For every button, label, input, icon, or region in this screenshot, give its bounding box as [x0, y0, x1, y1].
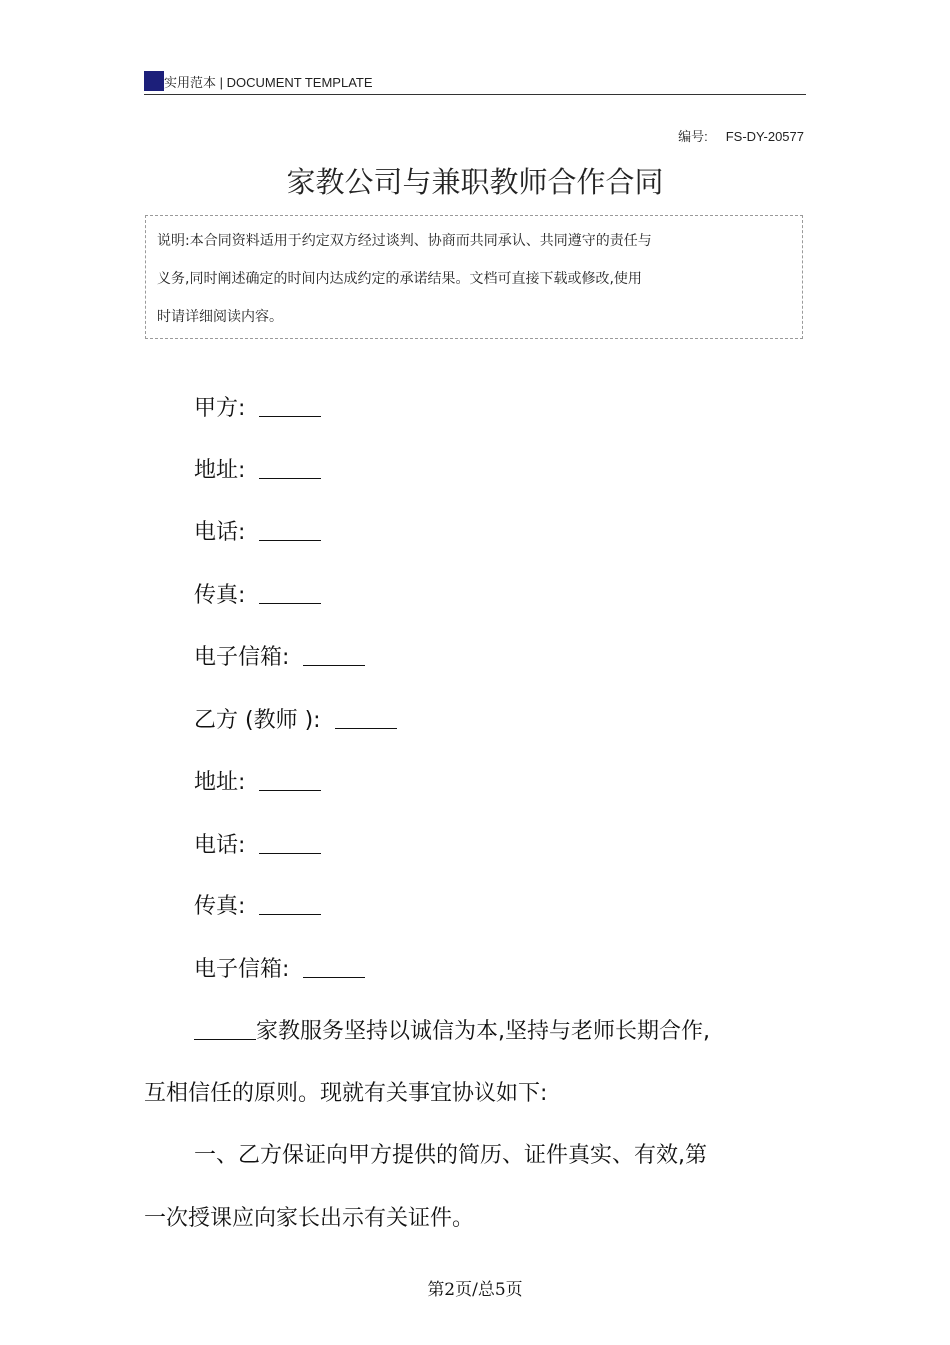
field-label: 电话:	[194, 833, 246, 858]
paragraph-text: 家教服务坚持以诚信为本,坚持与老师长期合作,	[256, 1019, 710, 1044]
fill-in-blank[interactable]	[303, 975, 365, 978]
document-title: 家教公司与兼职教师合作合同	[286, 165, 664, 199]
field-label: 传真:	[194, 583, 246, 608]
intro-paragraph-line1	[194, 1014, 710, 1045]
party-b-name-field	[194, 703, 397, 734]
fill-in-blank[interactable]	[259, 414, 321, 417]
fill-in-blank[interactable]	[335, 726, 397, 729]
party-b-email-field	[194, 952, 365, 983]
clause-1-line2: 一次授课应向家长出示有关证件。	[144, 1206, 475, 1231]
field-label: 电话:	[194, 520, 246, 545]
party-a-name-field	[194, 391, 321, 422]
fill-in-blank[interactable]	[259, 601, 321, 604]
field-label: 电子信箱:	[194, 645, 290, 670]
field-label: 甲方:	[194, 396, 246, 421]
party-a-fax-field	[194, 578, 321, 609]
note-line: 说明:本合同资料适用于约定双方经过谈判、协商而共同承认、共同遵守的责任与	[157, 233, 652, 249]
brand-square-icon	[144, 71, 164, 91]
page-header	[144, 68, 806, 95]
party-a-address-field	[194, 453, 321, 484]
party-a-email-field	[194, 640, 365, 671]
doc-number-label: 编号:	[678, 129, 708, 144]
note-box	[145, 215, 803, 339]
fill-in-blank[interactable]	[259, 912, 321, 915]
note-line: 义务,同时阐述确定的时间内达成约定的承诺结果。文档可直接下载或修改,使用	[157, 271, 642, 287]
field-label: 地址:	[194, 458, 246, 483]
party-b-fax-field	[194, 889, 321, 920]
note-line: 时请详细阅读内容。	[157, 309, 283, 325]
field-label: 乙方 (教师 ):	[194, 708, 321, 733]
party-b-phone-field	[194, 828, 321, 859]
party-a-phone-field	[194, 515, 321, 546]
doc-number-value: FS-DY-20577	[725, 129, 804, 144]
clause-1-line1: 一、乙方保证向甲方提供的简历、证件真实、有效,第	[194, 1143, 707, 1168]
fill-in-blank[interactable]	[259, 851, 321, 854]
field-label: 电子信箱:	[194, 957, 290, 982]
field-label: 地址:	[194, 770, 246, 795]
fill-in-blank[interactable]	[259, 476, 321, 479]
header-text: 实用范本 | DOCUMENT TEMPLATE	[164, 75, 373, 90]
fill-in-blank[interactable]	[259, 538, 321, 541]
fill-in-blank[interactable]	[194, 1037, 256, 1040]
fill-in-blank[interactable]	[303, 663, 365, 666]
field-label: 传真:	[194, 894, 246, 919]
party-b-address-field	[194, 765, 321, 796]
intro-paragraph-line2: 互相信任的原则。现就有关事宜协议如下:	[144, 1081, 548, 1106]
fill-in-blank[interactable]	[259, 788, 321, 791]
document-number	[678, 126, 804, 145]
page-number: 第2页/总5页	[427, 1280, 523, 1300]
